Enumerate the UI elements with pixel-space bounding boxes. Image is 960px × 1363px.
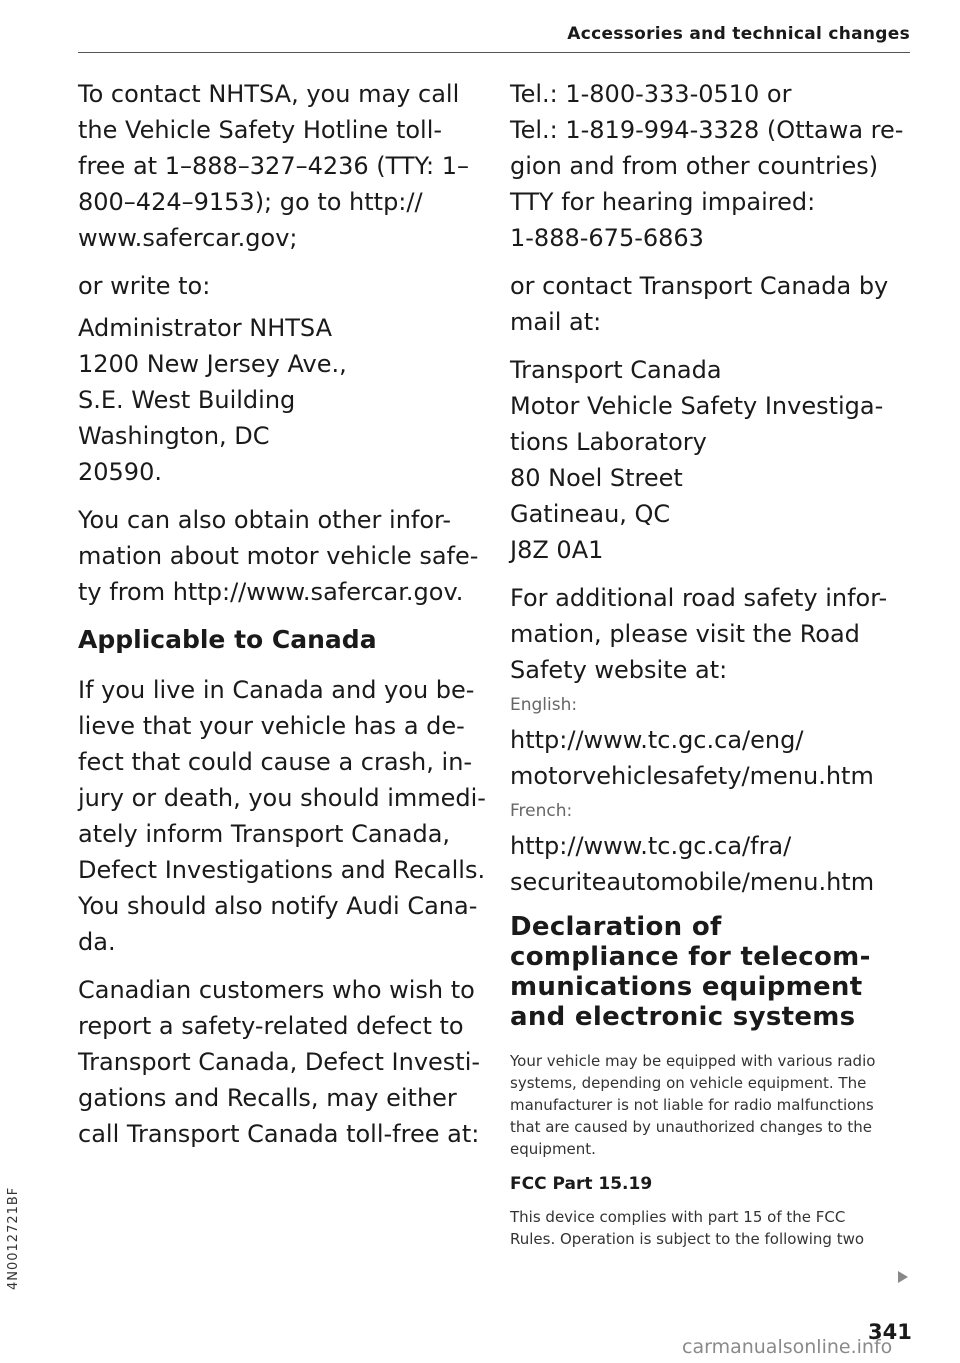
french-label: French: xyxy=(510,801,573,821)
text-line: Safety website at: xyxy=(510,656,728,684)
text-line: You can also obtain other infor- xyxy=(78,506,452,534)
road-safety-info xyxy=(510,580,920,688)
text-line: mation, please visit the Road xyxy=(510,620,860,648)
page-header xyxy=(78,24,910,53)
watermark: carmanualsonline.info xyxy=(682,1336,893,1358)
text-line: or write to: xyxy=(78,272,211,300)
declaration-body xyxy=(510,1050,920,1160)
heading-line: Declaration of xyxy=(510,912,722,942)
text-line: Tel.: 1-819-994-3328 (Ottawa re- xyxy=(510,116,904,144)
text-line: Your vehicle may be equipped with various radio xyxy=(510,1052,876,1070)
continue-arrow-icon xyxy=(898,1271,908,1283)
text-line: gations and Recalls, may either xyxy=(78,1084,457,1112)
transport-canada-address xyxy=(510,352,920,568)
text-line: mail at: xyxy=(510,308,602,336)
address-line: Gatineau, QC xyxy=(510,500,671,528)
address-line: 1200 New Jersey Ave., xyxy=(78,350,347,378)
text-line: lieve that your vehicle has a de- xyxy=(78,712,465,740)
text-line: To contact NHTSA, you may call xyxy=(78,80,460,108)
text-line: jury or death, you should immedi- xyxy=(78,784,486,812)
text-line: ty from http://www.safercar.gov. xyxy=(78,578,464,606)
text-line: TTY for hearing impaired: xyxy=(510,188,816,216)
heading-line: munications equipment xyxy=(510,972,863,1002)
text-line: manufacturer is not liable for radio malfunctions xyxy=(510,1096,874,1114)
section-title: Accessories and technical changes xyxy=(567,24,910,44)
text-line: or contact Transport Canada by xyxy=(510,272,889,300)
url-line: http://www.tc.gc.ca/eng/ xyxy=(510,726,804,754)
address-line: 20590. xyxy=(78,458,162,486)
text-line: Rules. Operation is subject to the following two xyxy=(510,1230,865,1248)
text-line: For additional road safety infor- xyxy=(510,584,888,612)
text-line: You should also notify Audi Cana- xyxy=(78,892,478,920)
address-line: Administrator NHTSA xyxy=(78,314,332,342)
text-line: mation about motor vehicle safe- xyxy=(78,542,479,570)
french-url xyxy=(510,828,920,900)
address-line: Washington, DC xyxy=(78,422,270,450)
canada-report-paragraph xyxy=(78,972,481,1152)
write-to-paragraph xyxy=(78,268,478,304)
phone-numbers xyxy=(510,76,920,256)
heading-line: compliance for telecom- xyxy=(510,942,871,972)
text-line: This device complies with part 15 of the FCC xyxy=(510,1208,846,1226)
address-line: J8Z 0A1 xyxy=(510,536,604,564)
text-line: the Vehicle Safety Hotline toll- xyxy=(78,116,443,144)
text-line: ately inform Transport Canada, xyxy=(78,820,451,848)
address-line: Motor Vehicle Safety Investiga- xyxy=(510,392,884,420)
text-line: systems, depending on vehicle equipment. The xyxy=(510,1074,867,1092)
page-number: 341 xyxy=(868,1320,912,1344)
address-line: 80 Noel Street xyxy=(510,464,683,492)
canada-defect-paragraph xyxy=(78,672,486,960)
text-line: 1-888-675-6863 xyxy=(510,224,704,252)
text-line: Transport Canada, Defect Investi- xyxy=(78,1048,481,1076)
text-line: that are caused by unauthorized changes to the xyxy=(510,1118,872,1136)
text-line: free at 1–888–327–4236 (TTY: 1– xyxy=(78,152,470,180)
canada-heading: Applicable to Canada xyxy=(78,625,377,654)
heading-line: and electronic systems xyxy=(510,1002,856,1032)
text-line: www.safercar.gov; xyxy=(78,224,298,252)
text-line: report a safety-related defect to xyxy=(78,1012,464,1040)
nhtsa-address xyxy=(78,310,478,490)
url-line: http://www.tc.gc.ca/fra/ xyxy=(510,832,792,860)
address-line: Transport Canada xyxy=(510,356,722,384)
text-line: da. xyxy=(78,928,116,956)
nhtsa-contact-paragraph xyxy=(78,76,478,256)
more-info-paragraph xyxy=(78,502,478,610)
address-line: S.E. West Building xyxy=(78,386,296,414)
mail-intro xyxy=(510,268,920,340)
declaration-heading xyxy=(510,912,920,1032)
text-line: call Transport Canada toll-free at: xyxy=(78,1120,480,1148)
url-line: securiteautomobile/menu.htm xyxy=(510,868,875,896)
text-line: If you live in Canada and you be- xyxy=(78,676,475,704)
text-line: Defect Investigations and Recalls. xyxy=(78,856,486,884)
text-line: equipment. xyxy=(510,1140,596,1158)
text-line: fect that could cause a crash, in- xyxy=(78,748,473,776)
text-line: Tel.: 1-800-333-0510 or xyxy=(510,80,792,108)
text-line: Canadian customers who wish to xyxy=(78,976,475,1004)
address-line: tions Laboratory xyxy=(510,428,707,456)
fcc-body xyxy=(510,1206,920,1250)
right-column xyxy=(510,76,920,1262)
english-label: English: xyxy=(510,695,578,715)
text-line: gion and from other countries) xyxy=(510,152,879,180)
text-line: 800–424–9153); go to http:// xyxy=(78,188,423,216)
document-code: 4N0012721BF xyxy=(6,1186,21,1290)
fcc-heading: FCC Part 15.19 xyxy=(510,1174,653,1194)
left-column xyxy=(78,76,486,1164)
url-line: motorvehiclesafety/menu.htm xyxy=(510,762,874,790)
english-url xyxy=(510,722,920,794)
